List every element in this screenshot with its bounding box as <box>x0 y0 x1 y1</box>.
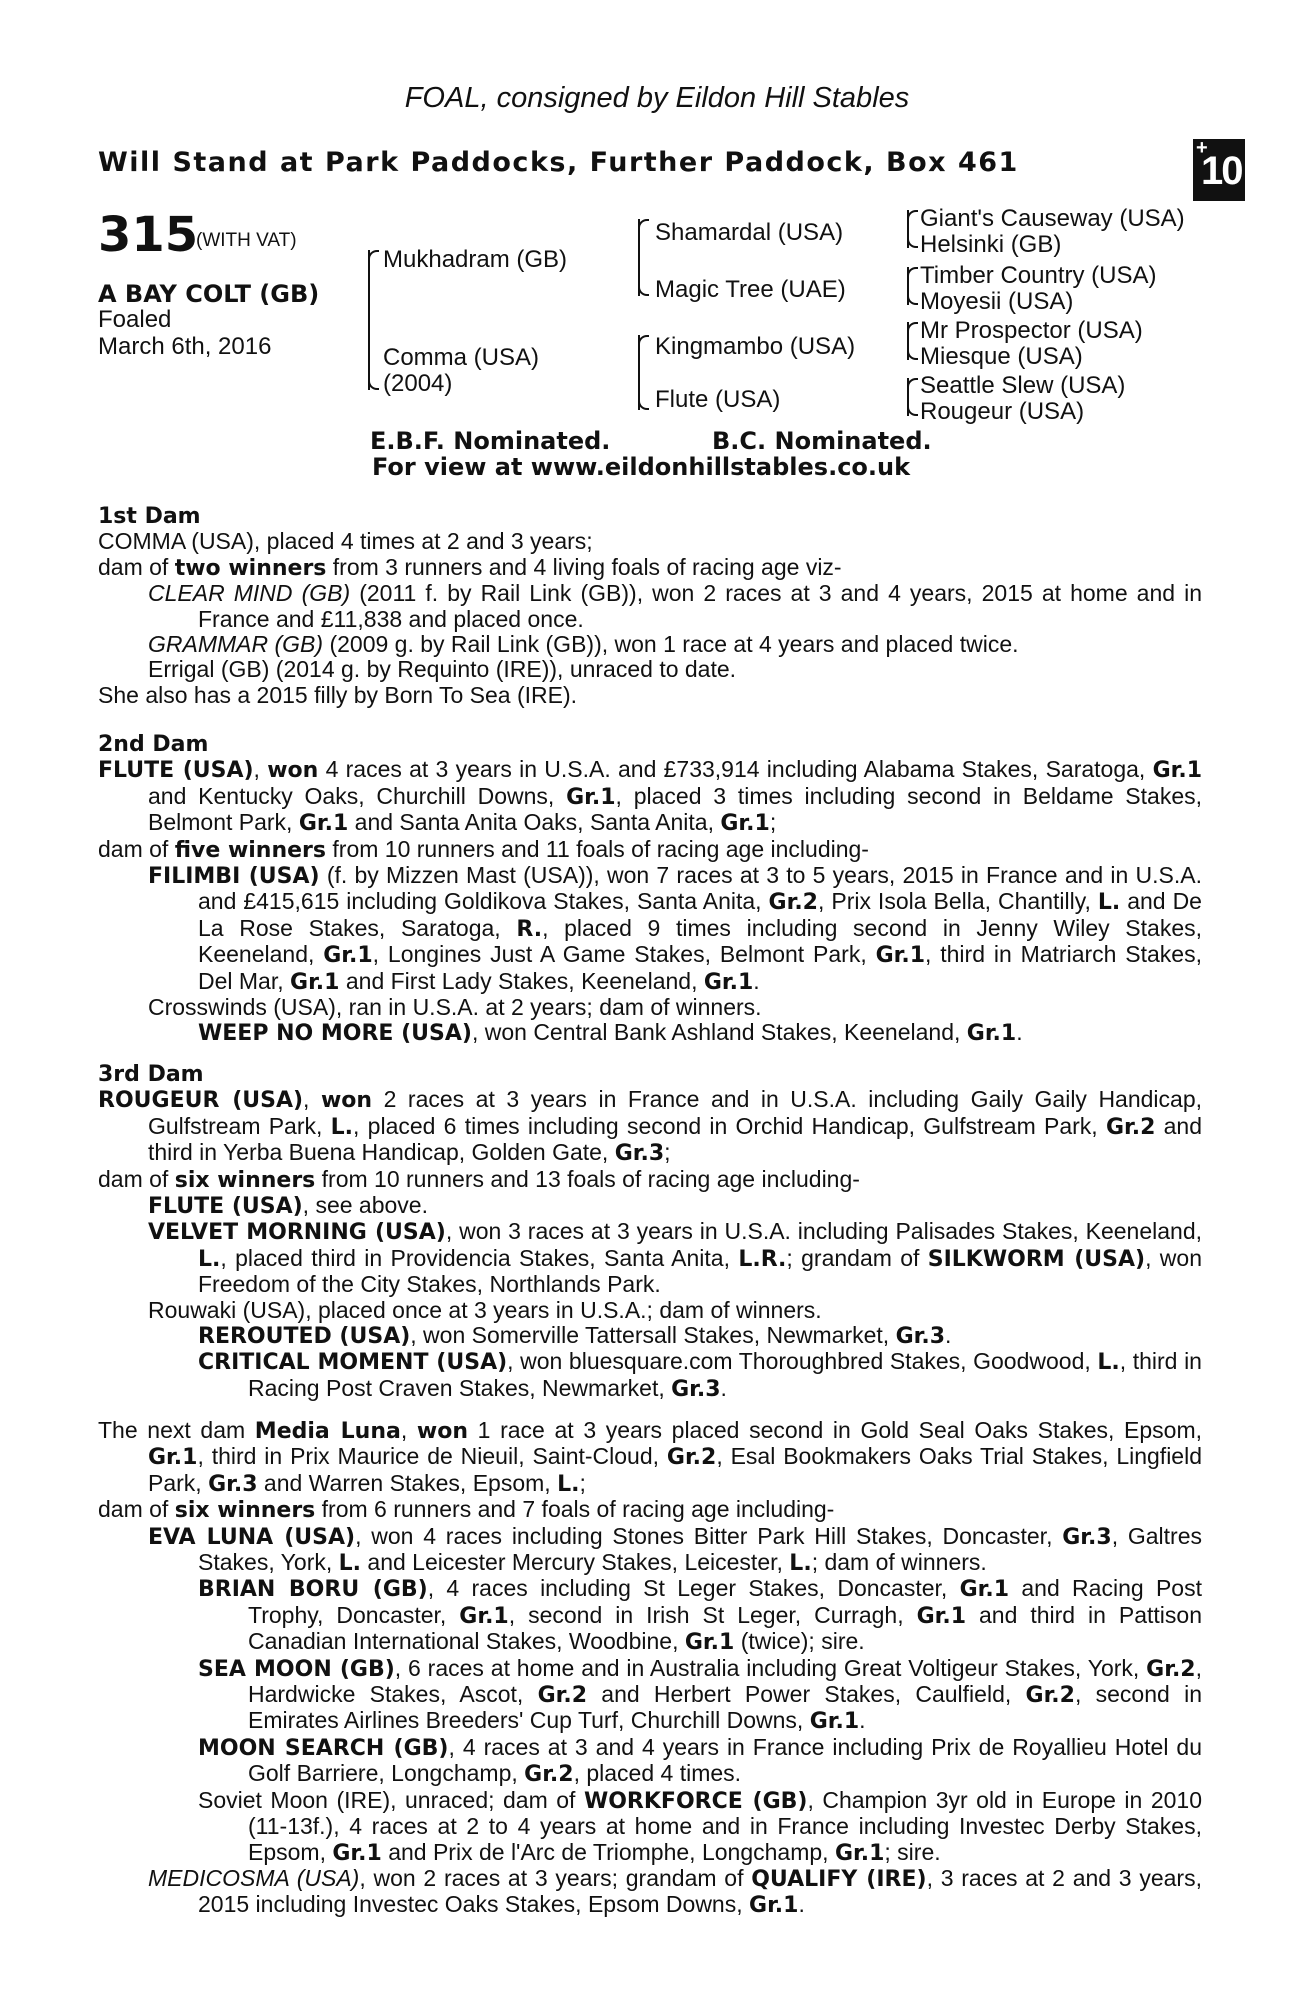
granddam-line-7: Seattle Slew (USA) <box>920 372 1126 399</box>
dam-produce-summary: dam of two winners from 3 runners and 4 living foals of racing age viz- <box>98 553 842 581</box>
section-heading: 1st Dam <box>98 504 201 529</box>
consignment-line: FOAL, consigned by Eildon Hill Stables <box>404 82 910 114</box>
produce-entry: FILIMBI (USA) (f. by Mizzen Mast (USA)), won 7 races at 3 to 5 years, 2015 in France and in U.S.A. and £415,615 including Goldikova Stakes, Santa Anita, Gr.2, Prix Isola Bella, Chantilly, L. and De La Rose Stakes, Saratoga, R., placed 9 times including second in Jenny Wiley Stakes, Keeneland, Gr.1, Longines Just A Game Stakes, Belmont Park, Gr.1, third in Matriarch Stakes, Del Mar, Gr.1 and First Lady Stakes, Keeneland, Gr.1. <box>148 862 1203 995</box>
granddam-line-6: Miesque (USA) <box>920 343 1083 370</box>
section-heading: 2nd Dam <box>98 732 209 757</box>
lot-description: A BAY COLT (GB) <box>98 280 320 308</box>
produce-entry: Rouwaki (USA), placed once at 3 years in U.S.A.; dam of winners. <box>148 1296 822 1323</box>
lot-vat: (WITH VAT) <box>196 230 297 251</box>
produce-entry: Soviet Moon (IRE), unraced; dam of WORKFORCE (GB), Champion 3yr old in Europe in 2010 (11-13f.), 4 races at 2 to 4 years at home and in France including Investec Derby Stakes, Epsom, Gr.1 and Prix de l'Arc de Triomphe, Longchamp, Gr.1; sire. <box>198 1786 1202 1866</box>
produce-entry: MOON SEARCH (GB), 4 races at 3 and 4 years in France including Prix de Royallieu Hotel du Golf Barriere, Longchamp, Gr.2, placed 4 times. <box>198 1733 1202 1788</box>
sale-badge <box>1193 139 1245 201</box>
produce-entry: SEA MOON (GB), 6 races at home and in Australia including Great Voltigeur Stakes, York, Gr.2, Hardwicke Stakes, Ascot, Gr.2 and Herbert Power Stakes, Caulfield, Gr.2, second in Emirates Airlines Breeders' Cup Turf, Churchill Downs, Gr.1. <box>198 1654 1202 1735</box>
granddam-line-4: Moyesii (USA) <box>920 288 1074 315</box>
granddam-line-3: Timber Country (USA) <box>920 262 1157 289</box>
granddam-line-5: Mr Prospector (USA) <box>920 317 1143 344</box>
pedigree-brace-sire <box>638 219 640 296</box>
produce-note: She also has a 2015 filly by Born To Sea (IRE). <box>98 681 578 708</box>
dam-produce-summary: dam of five winners from 10 runners and 11 foals of racing age including- <box>98 835 869 863</box>
pedigree-brace-g1 <box>907 210 909 248</box>
produce-entry: CRITICAL MOMENT (USA), won bluesquare.com Thoroughbred Stakes, Goodwood, L., third in Racing Post Craven Stakes, Newmarket, Gr.3. <box>198 1348 1202 1402</box>
view-link: For view at www.eildonhillstables.co.uk <box>372 453 911 481</box>
dam-record: ROUGEUR (USA), won 2 races at 3 years in France and in U.S.A. including Gaily Gaily Handicap, Gulfstream Park, L., placed 6 times including second in Orchid Handicap, Gulfstream Park, Gr.2 and third in Yerba Buena Handicap, Golden Gate, Gr.3; <box>98 1086 1203 1167</box>
produce-entry: EVA LUNA (USA), won 4 races including Stones Bitter Park Hill Stakes, Doncaster, Gr.3, Galtres Stakes, York, L. and Leicester Mercury Stakes, Leicester, L.; dam of winners. <box>148 1522 1202 1577</box>
dam-year: (2004) <box>383 370 453 397</box>
dam-dam: Flute (USA) <box>655 386 781 413</box>
fourth-dam-section <box>98 1418 1202 1919</box>
plus-icon: + <box>1196 137 1206 159</box>
ebf-nominated: E.B.F. Nominated. <box>370 427 611 455</box>
section-heading: 3rd Dam <box>98 1062 204 1087</box>
first-dam-section <box>98 504 1202 708</box>
pedigree-brace-dam <box>638 335 640 410</box>
sire-sire: Shamardal (USA) <box>655 219 844 246</box>
pedigree-brace-g2 <box>907 267 909 305</box>
dam-sire: Kingmambo (USA) <box>655 333 856 360</box>
stand-location: Will Stand at Park Paddocks, Further Paddock, Box 461 <box>98 147 1019 178</box>
produce-entry: Crosswinds (USA), ran in U.S.A. at 2 years; dam of winners. <box>148 994 762 1021</box>
granddam-line-1: Giant's Causeway (USA) <box>920 205 1185 232</box>
bc-nominated: B.C. Nominated. <box>712 427 932 455</box>
produce-entry: GRAMMAR (GB) (2009 g. by Rail Link (GB)), won 1 race at 4 years and placed twice. <box>148 631 1019 658</box>
dam-name: Comma (USA) <box>383 344 540 371</box>
dam-record: The next dam Media Luna, won 1 race at 3 years placed second in Gold Seal Oaks Stakes, Epsom, Gr.1, third in Prix Maurice de Nieuil, Saint-Cloud, Gr.2, Esal Bookmakers Oaks Trial Stakes, Lingfield Park, Gr.3 and Warren Stakes, Epsom, L.; <box>98 1417 1203 1497</box>
produce-entry: BRIAN BORU (GB), 4 races including St Leger Stakes, Doncaster, Gr.1 and Racing Post Trophy, Doncaster, Gr.1, second in Irish St Leger, Curragh, Gr.1 and third in Pattison Canadian International Stakes, Woodbine, Gr.1 (twice); sire. <box>198 1575 1203 1656</box>
lot-number: 315 <box>98 207 199 263</box>
third-dam-section <box>98 1062 1202 1402</box>
produce-entry: VELVET MORNING (USA), won 3 races at 3 years in U.S.A. including Palisades Stakes, Keeneland, L., placed third in Providencia Stakes, Santa Anita, L.R.; grandam of SILKWORM (USA), won Freedom of the City Stakes, Northlands Park. <box>148 1218 1202 1298</box>
sire: Mukhadram (GB) <box>383 246 568 273</box>
foaled-date: March 6th, 2016 <box>98 333 272 360</box>
dam-produce-summary: dam of six winners from 6 runners and 7 foals of racing age including- <box>98 1496 835 1524</box>
pedigree-brace-main <box>368 250 370 390</box>
second-dam-section <box>98 732 1202 1047</box>
badge-number: 10 <box>1201 149 1242 193</box>
pedigree-brace-g3 <box>907 322 909 360</box>
dam-record: COMMA (USA), placed 4 times at 2 and 3 years; <box>98 528 593 555</box>
dam-produce-summary: dam of six winners from 10 runners and 13 foals of racing age including- <box>98 1165 860 1193</box>
produce-entry: REROUTED (USA), won Somerville Tattersall Stakes, Newmarket, Gr.3. <box>198 1322 952 1350</box>
foaled-label: Foaled <box>98 306 172 333</box>
pedigree-brace-g4 <box>907 378 909 416</box>
granddam-line-8: Rougeur (USA) <box>920 398 1085 425</box>
produce-entry: FLUTE (USA), see above. <box>148 1192 428 1220</box>
produce-entry: Errigal (GB) (2014 g. by Requinto (IRE)), unraced to date. <box>148 656 737 683</box>
sire-dam: Magic Tree (UAE) <box>655 276 846 303</box>
produce-entry: MEDICOSMA (USA), won 2 races at 3 years; grandam of QUALIFY (IRE), 3 races at 2 and 3 years, 2015 including Investec Oaks Stakes, Epsom Downs, Gr.1. <box>148 1864 1202 1919</box>
granddam-line-2: Helsinki (GB) <box>920 231 1062 258</box>
produce-entry: WEEP NO MORE (USA), won Central Bank Ashland Stakes, Keeneland, Gr.1. <box>198 1019 1023 1047</box>
dam-record: FLUTE (USA), won 4 races at 3 years in U.S.A. and £733,914 including Alabama Stakes, Saratoga, Gr.1 and Kentucky Oaks, Churchill Downs, Gr.1, placed 3 times including second in Beldame Stakes, Belmont Park, Gr.1 and Santa Anita Oaks, Santa Anita, Gr.1; <box>98 756 1203 837</box>
produce-entry: CLEAR MIND (GB) (2011 f. by Rail Link (GB)), won 2 races at 3 and 4 years, 2015 at home and in France and £11,838 and placed once. <box>148 580 1203 632</box>
